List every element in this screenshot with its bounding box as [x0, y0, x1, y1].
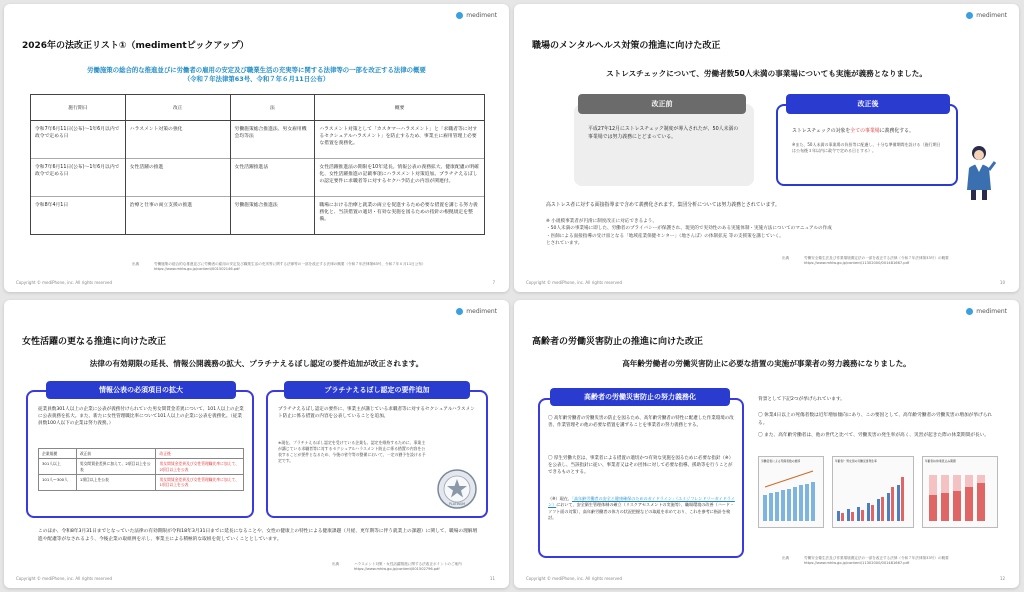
table-row: [39, 474, 244, 490]
law-heading-line2: （令和７年法律第63号、令和７年６月11日公布）: [183, 75, 330, 84]
table-row: [31, 197, 485, 235]
brand-logo: [966, 12, 1007, 19]
background-point-1: 〇 休業4日以上の死傷者数は近年増加傾向にあり、この要因として、高年齢労働者の労働災害の増加が挙げられる。: [758, 413, 993, 426]
cell-summary: 職場における治療と就業の両立を促進するため必要な措置を講じる努力義務化と、当該措置の適切・有効な実施を図るための指針の根拠規定を整備。: [315, 197, 485, 235]
after-text: [792, 128, 942, 136]
law-heading-line1: 労働施策の総合的な推進並びに労働者の雇用の安定及び職業生活の充実等に関する法律等の一部を改正する法律の概要: [87, 66, 426, 74]
guideline-suffix: において、安全衛生管理体制の確立（リスクアセスメントの実施等）、職場環境の改善（ハード・ソフト面の対策）、高年齢労働者の体力の状況把握などの取組を求めており、これを参考に指針を検討。: [548, 502, 735, 521]
note-line: ・50人未満の事業場に即した、労働者のプライバシーが保護され、現実的で実効性のある実施体制・実施方法についてのマニュアルの作成: [546, 226, 832, 232]
businesswoman-illustration: [961, 144, 997, 200]
cell-date: 令和8年4月1日: [31, 197, 126, 235]
table-header-row: [39, 449, 244, 459]
after-text-a: ストレスチェックの対象を: [792, 128, 851, 134]
guideline-prefix: （※）現在、: [548, 496, 572, 501]
cell-law: 労働施策総合推進法: [230, 197, 315, 235]
effort-duty-tag: 高齢者の労働災害防止の努力義務化: [550, 388, 730, 406]
law-table: [30, 94, 485, 235]
after-box: [776, 104, 958, 186]
seal-text: PLATINUM: [448, 502, 466, 506]
source-link[interactable]: https://www.mhlw.go.jp/content/11302000/001481667.pdf: [804, 261, 910, 266]
slide-title: 職場のメンタルヘルス対策の推進に向けた改正: [532, 41, 721, 51]
chart-title: 労働災害による死傷者数の推移: [761, 459, 801, 463]
source-link[interactable]: https://www.mhlw.go.jp/content/11302000/001481667.pdf: [804, 561, 910, 566]
slide-elderly-safety[interactable]: [514, 300, 1019, 588]
platinum-tag: プラチナえるぼし認定の要件追加: [284, 381, 470, 399]
cell-date: 令和7年6月11日(公布)〜1年6月以内で政令で定める日: [31, 121, 126, 159]
after-note: ※また、50人未満の事業場の負担等に配慮し、十分な準備期間を設ける（施行期日は公布後３年以内に政令で定める日とする）。: [792, 141, 941, 153]
logo-icon: [456, 308, 463, 315]
table-header: 法: [230, 95, 315, 121]
slide-title: 2026年の法改正リスト①（medimentピックアップ）: [22, 41, 249, 51]
chart-title: 年齢別の休業見込み期間: [925, 459, 956, 463]
after-text-b: に義務化する。: [879, 128, 914, 134]
source-note: [332, 562, 494, 573]
law-heading: [24, 66, 489, 85]
table-header: 企業規模: [39, 449, 77, 459]
grouped-bar-chart: [833, 465, 913, 525]
page-number: 11: [489, 576, 495, 581]
slide-title: 女性活躍の更なる推進に向けた改正: [22, 337, 167, 347]
source-label: 出典: [782, 556, 790, 560]
cell-before: 1項目以上を公表: [76, 474, 156, 490]
page-number: 7: [492, 280, 495, 285]
copyright: Copyright © mediPhone, inc. All rights reserved: [526, 576, 622, 581]
copyright: Copyright © mediPhone, inc. All rights reserved: [526, 280, 622, 285]
cell-after: 男女間賃金差異及び女性管理職比率に加えて、2項目以上を公表: [156, 459, 244, 475]
table-header-row: [31, 95, 485, 121]
source-text: 労働安全衛生法及び作業環境測定法の一部を改正する法律（令和７年法律第33号）の概要: [804, 556, 949, 560]
slide-women-active[interactable]: [4, 300, 509, 588]
cell-date: 令和7年6月11日(公布)〜1年6月以内で政令で定める日: [31, 159, 126, 197]
slide-title: 高齢者の労働災害防止の推進に向けた改正: [532, 337, 704, 347]
source-label: 出典: [782, 256, 790, 260]
brand-logo: [456, 308, 497, 315]
duty-paragraph-1: 〇 高年齢労働者の労働災害の防止を図るため、高年齢労働者の特性に配慮した作業環境の改善、作業管理その他の必要な措置を講ずることを事業者の努力義務とする。: [548, 416, 734, 428]
source-text: ハラスメント対策・女性活躍推進に関する法改正ポイントのご案内: [354, 562, 462, 566]
source-text: 労働施策の総合的な推進並びに労働者の雇用の安定及び職業生活の充実等に関する法律等の一部を改正する法律の概要（令和７年法律第63号、令和７年６月11日公布）: [154, 262, 426, 266]
before-tag: 改正前: [578, 94, 746, 114]
note-line: ※ 小規模事業者が円滑に制度改正に対応できるよう、: [546, 219, 657, 224]
source-note: [782, 556, 1004, 567]
body-text: このほか、令和8年3月31日までとなっていた法律の有効期限が令和18年3月31日までに延長になることや、女性の健康上の特性による健康課題（月経、更年期等に伴う就業上の課題）に関して、職場の理解増進や配慮等がなされるよう、今後企業の取組例を示し、事業主による積極的な取組を促していくこととしています。: [38, 529, 478, 542]
lead-text: 高年齢労働者の労働災害防止に必要な措置の実施が事業者の努力義務になりました。: [622, 359, 911, 368]
body-text: 高ストレス者に対する面接指導まで含めて義務化されます。集団分析については努力義務とされています。: [546, 202, 780, 208]
injury-trend-chart: [758, 456, 824, 528]
brand-logo: [966, 308, 1007, 315]
cell-summary: ハラスメント対策として「カスタマーハラスメント」と「求職者等に対するセクシュアルハラスメント」を防止するため、事業主に雇用管理上必要な措置を義務化。: [315, 121, 485, 159]
after-tag: 改正後: [786, 94, 950, 114]
disclosure-table: [38, 448, 244, 491]
brand-name: mediment: [466, 308, 497, 315]
source-note: [132, 262, 484, 273]
platinum-text: プラチナえるぼし認定の要件に、事業主が講じている求職者等に対するセクシュアルハラスメント防止に係る措置の内容を公表していることを追加。: [278, 407, 475, 420]
slide-mental-health[interactable]: [514, 4, 1019, 292]
platinum-eruboshi-seal-icon: [436, 468, 478, 510]
cell-law: 労働施策総合推進法、男女雇用機会均等法: [230, 121, 315, 159]
table-header: 改正: [125, 95, 230, 121]
lead-text: 法律の有効期限の延長、情報公開義務の拡大、プラチナえるぼし認定の要件追加が改正されます。: [89, 359, 424, 368]
lead-text: ストレスチェックについて、労働者数50人未満の事業場についても実施が義務となりました。: [606, 69, 927, 78]
source-label: 出典: [332, 562, 340, 566]
background-intro: 背景として下記2つが挙げられています。: [758, 397, 845, 402]
cell-reform: 女性活躍の推進: [125, 159, 230, 197]
table-row: [39, 459, 244, 475]
background-point-2: 〇 また、高年齢労働者は、他の世代と比べて、労働災害の発生率が高く、災害が起きた際の休業期間が長い。: [758, 433, 989, 438]
source-text: 労働安全衛生法及び作業環境測定法の一部を改正する法律（令和７年法律第33号）の概要: [804, 256, 949, 260]
platinum-note: ※現在、プラチナえるぼし認定を受けている企業も、認定を維持するために、事業主が講じている求職者等に対するセクシュアルハラスメント防止に係る措置の内容を公表することが要件となるため、今後の省令等の整備において、一定の猶予を設ける予定です。: [278, 440, 426, 464]
support-notes: [546, 218, 991, 247]
duty-paragraph-3: [548, 496, 736, 521]
note-line: ・医師による面接指導の受け皿となる「地域産業保健センター」（地さんぽ）の体制拡充 等の支援策を講じていく。: [546, 233, 784, 239]
leave-period-chart: [922, 456, 998, 528]
cell-after: 男女間賃金差異及び女性管理職比率に加えて、1項目以上を公表: [156, 474, 244, 490]
after-text-highlight: 全ての事業場: [850, 128, 880, 134]
cell-reform: ハラスメント対策の強化: [125, 121, 230, 159]
cell-law: 女性活躍推進法: [230, 159, 315, 197]
copyright: Copyright © mediPhone, inc. All rights reserved: [16, 576, 112, 581]
info-disclosure-text: 従業員数301人以上の企業に公表が義務付けられていた男女間賃金差異について、101人以上の企業に公表義務を拡大。また、新たに女性管理職比率について101人以上の企業に公表を義務化。（従業員数100人以下の企業は努力義務。）: [38, 407, 244, 427]
brand-name: mediment: [976, 308, 1007, 315]
logo-icon: [456, 12, 463, 19]
duty-paragraph-2: 〇 厚生労働大臣は、事業者による措置の適切かつ有効な実施を図るために必要な指針（※）を公表し、当該指針に従い、事業者又はその団体に対して必要な指導、援助等を行うことができるものとする。: [548, 456, 734, 475]
cell-size: 101人〜300人: [39, 474, 77, 490]
copyright: Copyright © mediPhone, inc. All rights reserved: [16, 280, 112, 285]
cell-summary: 女性活躍推進法の期限を10年延長。情報公表の義務拡大、健康配慮の明確化、女性活躍推進の記載事項にハラスメント対策追加。プラチナえるぼしの認定要件に求職者等に対するセクハラ防止の内容が関連付。: [315, 159, 485, 197]
cell-reform: 治療と仕事の両立支援の推進: [125, 197, 230, 235]
chart-title: 年齢別・男女別の労働災害発生率: [835, 459, 877, 463]
page-number: 12: [999, 576, 1005, 581]
table-row: [31, 159, 485, 197]
info-disclosure-tag: 情報公表の必須項目の拡大: [46, 381, 236, 399]
bar-line-chart: [759, 465, 823, 525]
cell-size: 301人以上: [39, 459, 77, 475]
logo-icon: [966, 308, 973, 315]
source-label: 出典: [132, 262, 140, 266]
stacked-bar-chart: [923, 465, 997, 525]
logo-icon: [966, 12, 973, 19]
table-header: 改正後: [156, 449, 244, 459]
injury-rate-chart: [832, 456, 914, 528]
table-row: [31, 121, 485, 159]
cell-before: 男女間賃金差異に加えて、2項目以上を公表: [76, 459, 156, 475]
brand-logo: [456, 12, 497, 19]
source-link[interactable]: https://www.mhlw.go.jp/content/001502146.pdf: [154, 267, 240, 272]
brand-name: mediment: [466, 12, 497, 19]
source-note: [782, 256, 1004, 267]
table-header: 概要: [315, 95, 485, 121]
table-header: 改正前: [76, 449, 156, 459]
slide-law-list[interactable]: [4, 4, 509, 292]
guideline-link[interactable]: 「高年齢労働者の安全と健康確保のためのガイドライン」（エイジフレンドリーガイドライン）: [548, 496, 735, 508]
before-text: 平成27年12月にストレスチェック制度が導入されたが、50人未満の事業場では努力義務にとどまっている。: [588, 126, 739, 140]
note-line: とされています。: [546, 241, 583, 247]
brand-name: mediment: [976, 12, 1007, 19]
source-link[interactable]: https://www.mhlw.go.jp/content/001502796.pdf: [354, 567, 440, 572]
before-box: [574, 104, 754, 186]
table-header: 施行期日: [31, 95, 126, 121]
page-number: 10: [999, 280, 1005, 285]
